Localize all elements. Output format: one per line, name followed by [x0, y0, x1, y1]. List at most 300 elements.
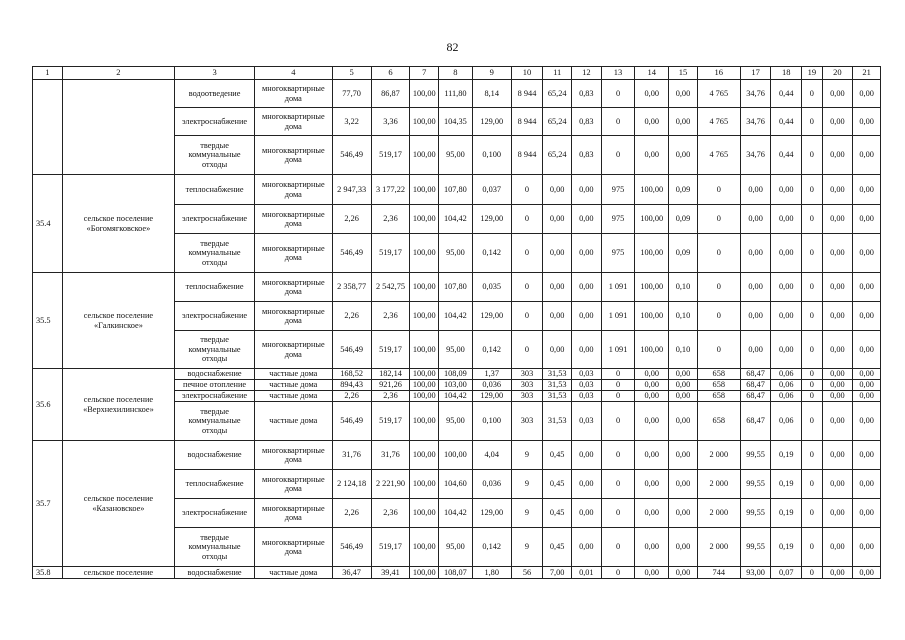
- value-cell: 0,00: [822, 175, 853, 205]
- value-cell: 0,00: [543, 234, 572, 273]
- value-cell: 0,06: [771, 380, 802, 391]
- table-row: [33, 175, 881, 205]
- column-header-4: 4: [254, 67, 332, 80]
- value-cell: 104,42: [439, 499, 473, 528]
- value-cell: 0,00: [822, 402, 853, 441]
- value-cell: 8,14: [472, 80, 511, 108]
- value-cell: 0,00: [669, 528, 698, 567]
- value-cell: 0,19: [771, 528, 802, 567]
- column-header-2: 2: [62, 67, 175, 80]
- value-cell: 0,00: [822, 441, 853, 470]
- value-cell: 519,17: [371, 136, 410, 175]
- value-cell: 0,09: [669, 175, 698, 205]
- column-header-6: 6: [371, 67, 410, 80]
- value-cell: 546,49: [332, 234, 371, 273]
- value-cell: 0,45: [543, 470, 572, 499]
- value-cell: 103,00: [439, 380, 473, 391]
- value-cell: 0: [511, 331, 543, 369]
- value-cell: 1 091: [601, 273, 635, 302]
- value-cell: 0,00: [822, 136, 853, 175]
- page-number: 82: [446, 40, 459, 54]
- housing-type-cell: многоквартирные дома: [254, 302, 332, 331]
- value-cell: 95,00: [439, 402, 473, 441]
- value-cell: 100,00: [410, 234, 439, 273]
- value-cell: 2,26: [332, 302, 371, 331]
- settlement-name-cell: [62, 80, 175, 175]
- value-cell: 0: [697, 331, 740, 369]
- value-cell: 129,00: [472, 108, 511, 136]
- service-cell: водоснабжение: [175, 441, 255, 470]
- value-cell: 0: [601, 528, 635, 567]
- value-cell: 65,24: [543, 108, 572, 136]
- value-cell: 65,24: [543, 136, 572, 175]
- value-cell: 744: [697, 567, 740, 579]
- column-header-12: 12: [572, 67, 602, 80]
- value-cell: 31,53: [543, 402, 572, 441]
- value-cell: 68,47: [740, 391, 771, 402]
- value-cell: 0,00: [669, 441, 698, 470]
- value-cell: 9: [511, 499, 543, 528]
- value-cell: 0: [511, 234, 543, 273]
- value-cell: 0,03: [572, 369, 602, 380]
- value-cell: 0: [697, 205, 740, 234]
- value-cell: 0,00: [771, 331, 802, 369]
- value-cell: 0,03: [572, 402, 602, 441]
- column-header-9: 9: [472, 67, 511, 80]
- value-cell: 100,00: [635, 302, 669, 331]
- service-cell: твердые коммунальные отходы: [175, 528, 255, 567]
- value-cell: 303: [511, 369, 543, 380]
- value-cell: 0: [601, 441, 635, 470]
- value-cell: 0,00: [740, 331, 771, 369]
- service-cell: электроснабжение: [175, 302, 255, 331]
- housing-type-cell: частные дома: [254, 369, 332, 380]
- value-cell: 100,00: [410, 402, 439, 441]
- service-cell: электроснабжение: [175, 108, 255, 136]
- value-cell: 0,100: [472, 136, 511, 175]
- value-cell: 86,87: [371, 80, 410, 108]
- column-header-7: 7: [410, 67, 439, 80]
- value-cell: 546,49: [332, 331, 371, 369]
- value-cell: 100,00: [410, 80, 439, 108]
- value-cell: 0,44: [771, 108, 802, 136]
- value-cell: 0: [802, 528, 822, 567]
- settlement-id-cell: 35.6: [33, 369, 63, 441]
- value-cell: 0,83: [572, 108, 602, 136]
- value-cell: 0: [511, 175, 543, 205]
- value-cell: 100,00: [410, 528, 439, 567]
- table-row: [33, 369, 881, 380]
- value-cell: 0: [697, 302, 740, 331]
- value-cell: 2 221,90: [371, 470, 410, 499]
- value-cell: 0: [601, 369, 635, 380]
- value-cell: 1 091: [601, 331, 635, 369]
- value-cell: 0,00: [853, 567, 881, 579]
- value-cell: 100,00: [410, 331, 439, 369]
- value-cell: 0: [601, 80, 635, 108]
- value-cell: 0,142: [472, 528, 511, 567]
- value-cell: 0,00: [822, 528, 853, 567]
- value-cell: 0,100: [472, 402, 511, 441]
- settlement-id-cell: 35.5: [33, 273, 63, 369]
- value-cell: 0,00: [572, 499, 602, 528]
- value-cell: 0,00: [853, 302, 881, 331]
- column-header-8: 8: [439, 67, 473, 80]
- value-cell: 129,00: [472, 391, 511, 402]
- value-cell: 0,00: [822, 80, 853, 108]
- column-header-13: 13: [601, 67, 635, 80]
- value-cell: 0,00: [771, 273, 802, 302]
- settlement-id-cell: 35.4: [33, 175, 63, 273]
- value-cell: 0,00: [740, 273, 771, 302]
- value-cell: 2 000: [697, 499, 740, 528]
- value-cell: 0: [697, 273, 740, 302]
- value-cell: 39,41: [371, 567, 410, 579]
- value-cell: 0,00: [822, 273, 853, 302]
- housing-type-cell: многоквартирные дома: [254, 331, 332, 369]
- value-cell: 519,17: [371, 402, 410, 441]
- value-cell: 0: [802, 302, 822, 331]
- value-cell: 0: [802, 470, 822, 499]
- value-cell: 0,00: [740, 205, 771, 234]
- value-cell: 99,55: [740, 470, 771, 499]
- value-cell: 68,47: [740, 380, 771, 391]
- value-cell: 0,10: [669, 273, 698, 302]
- value-cell: 0,00: [635, 391, 669, 402]
- value-cell: 0,036: [472, 470, 511, 499]
- value-cell: 975: [601, 175, 635, 205]
- value-cell: 0,00: [853, 402, 881, 441]
- value-cell: 100,00: [635, 331, 669, 369]
- service-cell: водоотведение: [175, 80, 255, 108]
- housing-type-cell: многоквартирные дома: [254, 528, 332, 567]
- service-cell: печное отопление: [175, 380, 255, 391]
- value-cell: 0,03: [572, 380, 602, 391]
- value-cell: 658: [697, 402, 740, 441]
- value-cell: 0,19: [771, 441, 802, 470]
- value-cell: 0,00: [853, 369, 881, 380]
- value-cell: 0,00: [543, 331, 572, 369]
- value-cell: 104,42: [439, 391, 473, 402]
- value-cell: 0,00: [635, 470, 669, 499]
- value-cell: 0: [511, 273, 543, 302]
- value-cell: 0,00: [669, 108, 698, 136]
- value-cell: 0,00: [853, 273, 881, 302]
- settlement-id-cell: 35.8: [33, 567, 63, 579]
- value-cell: 0,83: [572, 80, 602, 108]
- value-cell: 658: [697, 380, 740, 391]
- value-cell: 0,00: [572, 205, 602, 234]
- value-cell: 0,00: [543, 205, 572, 234]
- value-cell: 658: [697, 369, 740, 380]
- value-cell: 0,07: [771, 567, 802, 579]
- value-cell: 2,36: [371, 391, 410, 402]
- value-cell: 0,00: [572, 273, 602, 302]
- value-cell: 658: [697, 391, 740, 402]
- value-cell: 519,17: [371, 234, 410, 273]
- value-cell: 0,00: [543, 302, 572, 331]
- value-cell: 0,00: [635, 528, 669, 567]
- value-cell: 0: [601, 391, 635, 402]
- value-cell: 0,00: [853, 80, 881, 108]
- value-cell: 104,42: [439, 302, 473, 331]
- value-cell: 0,00: [635, 402, 669, 441]
- value-cell: 65,24: [543, 80, 572, 108]
- value-cell: 0: [802, 441, 822, 470]
- value-cell: 0,00: [572, 331, 602, 369]
- value-cell: 303: [511, 402, 543, 441]
- value-cell: 0: [601, 567, 635, 579]
- service-cell: теплоснабжение: [175, 470, 255, 499]
- housing-type-cell: многоквартирные дома: [254, 205, 332, 234]
- value-cell: 95,00: [439, 528, 473, 567]
- table-row: [33, 80, 881, 108]
- value-cell: 0,00: [572, 175, 602, 205]
- value-cell: 99,55: [740, 528, 771, 567]
- column-header-3: 3: [175, 67, 255, 80]
- settlement-name-cell: сельское поселение «Богомягковское»: [62, 175, 175, 273]
- table-row: [33, 441, 881, 470]
- value-cell: 100,00: [635, 205, 669, 234]
- value-cell: 0,00: [822, 108, 853, 136]
- value-cell: 100,00: [635, 175, 669, 205]
- settlement-id-cell: 35.7: [33, 441, 63, 567]
- value-cell: 0,00: [771, 175, 802, 205]
- column-header-15: 15: [669, 67, 698, 80]
- housing-type-cell: многоквартирные дома: [254, 234, 332, 273]
- value-cell: 34,76: [740, 108, 771, 136]
- value-cell: 0,00: [853, 380, 881, 391]
- column-header-10: 10: [511, 67, 543, 80]
- value-cell: 2 124,18: [332, 470, 371, 499]
- value-cell: 0,00: [669, 80, 698, 108]
- value-cell: 31,76: [371, 441, 410, 470]
- value-cell: 0,09: [669, 205, 698, 234]
- value-cell: 0,00: [740, 302, 771, 331]
- value-cell: 104,35: [439, 108, 473, 136]
- column-header-20: 20: [822, 67, 853, 80]
- housing-type-cell: многоквартирные дома: [254, 108, 332, 136]
- value-cell: 95,00: [439, 136, 473, 175]
- value-cell: 4 765: [697, 80, 740, 108]
- value-cell: 0,00: [669, 391, 698, 402]
- value-cell: 0: [802, 80, 822, 108]
- value-cell: 0: [802, 175, 822, 205]
- column-header-11: 11: [543, 67, 572, 80]
- value-cell: 0,142: [472, 331, 511, 369]
- value-cell: 7,00: [543, 567, 572, 579]
- value-cell: 4 765: [697, 108, 740, 136]
- value-cell: 0,06: [771, 402, 802, 441]
- column-header-1: 1: [33, 67, 63, 80]
- value-cell: 100,00: [410, 441, 439, 470]
- service-cell: теплоснабжение: [175, 175, 255, 205]
- value-cell: 975: [601, 234, 635, 273]
- value-cell: 0,00: [635, 80, 669, 108]
- settlement-id-cell: [33, 80, 63, 175]
- value-cell: 182,14: [371, 369, 410, 380]
- value-cell: 0,00: [822, 380, 853, 391]
- value-cell: 0,00: [669, 369, 698, 380]
- value-cell: 546,49: [332, 402, 371, 441]
- value-cell: 0: [601, 402, 635, 441]
- service-cell: твердые коммунальные отходы: [175, 136, 255, 175]
- value-cell: 519,17: [371, 528, 410, 567]
- value-cell: 0: [802, 234, 822, 273]
- value-cell: 2,26: [332, 205, 371, 234]
- value-cell: 0: [601, 380, 635, 391]
- settlement-name-cell: сельское поселение: [62, 567, 175, 579]
- value-cell: 107,80: [439, 175, 473, 205]
- value-cell: 104,42: [439, 205, 473, 234]
- value-cell: 0: [601, 499, 635, 528]
- value-cell: 0,06: [771, 369, 802, 380]
- value-cell: 0,00: [669, 380, 698, 391]
- value-cell: 4 765: [697, 136, 740, 175]
- value-cell: 34,76: [740, 80, 771, 108]
- value-cell: 546,49: [332, 136, 371, 175]
- column-header-19: 19: [802, 67, 822, 80]
- value-cell: 31,76: [332, 441, 371, 470]
- value-cell: 0,45: [543, 528, 572, 567]
- value-cell: 0,00: [853, 175, 881, 205]
- value-cell: 0,00: [822, 499, 853, 528]
- value-cell: 303: [511, 391, 543, 402]
- value-cell: 0,00: [669, 402, 698, 441]
- service-cell: электроснабжение: [175, 205, 255, 234]
- value-cell: 2 947,33: [332, 175, 371, 205]
- value-cell: 2 000: [697, 470, 740, 499]
- value-cell: 0,00: [543, 273, 572, 302]
- value-cell: 0: [802, 499, 822, 528]
- value-cell: 0,00: [740, 234, 771, 273]
- value-cell: 0,83: [572, 136, 602, 175]
- value-cell: 0,00: [853, 234, 881, 273]
- value-cell: 0,44: [771, 80, 802, 108]
- value-cell: 2,36: [371, 302, 410, 331]
- value-cell: 0,00: [669, 470, 698, 499]
- value-cell: 0: [802, 136, 822, 175]
- value-cell: 34,76: [740, 136, 771, 175]
- value-cell: 0,00: [771, 302, 802, 331]
- housing-type-cell: многоквартирные дома: [254, 136, 332, 175]
- value-cell: 0,19: [771, 470, 802, 499]
- value-cell: 0,06: [771, 391, 802, 402]
- value-cell: 0,45: [543, 499, 572, 528]
- value-cell: 0,036: [472, 380, 511, 391]
- value-cell: 0,00: [853, 136, 881, 175]
- value-cell: 0: [802, 273, 822, 302]
- value-cell: 546,49: [332, 528, 371, 567]
- service-cell: теплоснабжение: [175, 273, 255, 302]
- value-cell: 0,09: [669, 234, 698, 273]
- value-cell: 129,00: [472, 205, 511, 234]
- value-cell: 36,47: [332, 567, 371, 579]
- value-cell: 0,00: [669, 136, 698, 175]
- value-cell: 0: [802, 108, 822, 136]
- value-cell: 0,00: [822, 391, 853, 402]
- value-cell: 0: [802, 567, 822, 579]
- value-cell: 0,00: [669, 499, 698, 528]
- column-header-5: 5: [332, 67, 371, 80]
- settlement-name-cell: сельское поселение «Казановское»: [62, 441, 175, 567]
- value-cell: 519,17: [371, 331, 410, 369]
- value-cell: 1,80: [472, 567, 511, 579]
- value-cell: 8 944: [511, 136, 543, 175]
- value-cell: 1 091: [601, 302, 635, 331]
- value-cell: 0,03: [572, 391, 602, 402]
- value-cell: 0,142: [472, 234, 511, 273]
- value-cell: 0,00: [572, 302, 602, 331]
- value-cell: 100,00: [635, 234, 669, 273]
- value-cell: 0: [802, 391, 822, 402]
- value-cell: 0,00: [853, 205, 881, 234]
- value-cell: 0,00: [771, 234, 802, 273]
- value-cell: 100,00: [410, 499, 439, 528]
- housing-type-cell: многоквартирные дома: [254, 499, 332, 528]
- value-cell: 108,09: [439, 369, 473, 380]
- value-cell: 0: [802, 205, 822, 234]
- value-cell: 0: [697, 234, 740, 273]
- value-cell: 0: [511, 302, 543, 331]
- value-cell: 0: [601, 108, 635, 136]
- value-cell: 0: [802, 369, 822, 380]
- value-cell: 0,00: [853, 441, 881, 470]
- housing-type-cell: многоквартирные дома: [254, 80, 332, 108]
- value-cell: 0,00: [635, 136, 669, 175]
- value-cell: 0: [802, 402, 822, 441]
- value-cell: 0,035: [472, 273, 511, 302]
- service-cell: электроснабжение: [175, 499, 255, 528]
- value-cell: 95,00: [439, 331, 473, 369]
- value-cell: 111,80: [439, 80, 473, 108]
- value-cell: 2 000: [697, 441, 740, 470]
- value-cell: 9: [511, 528, 543, 567]
- value-cell: 107,80: [439, 273, 473, 302]
- value-cell: 31,53: [543, 369, 572, 380]
- value-cell: 100,00: [410, 391, 439, 402]
- housing-type-cell: частные дома: [254, 567, 332, 579]
- value-cell: 0,00: [853, 331, 881, 369]
- service-cell: водоснабжение: [175, 567, 255, 579]
- settlement-name-cell: сельское поселение «Галкинское»: [62, 273, 175, 369]
- value-cell: 0,00: [822, 302, 853, 331]
- header-row: [33, 67, 881, 80]
- value-cell: 108,07: [439, 567, 473, 579]
- housing-type-cell: многоквартирные дома: [254, 441, 332, 470]
- value-cell: 129,00: [472, 302, 511, 331]
- table-row: [33, 567, 881, 579]
- value-cell: 0,45: [543, 441, 572, 470]
- value-cell: 2 000: [697, 528, 740, 567]
- column-header-17: 17: [740, 67, 771, 80]
- value-cell: 8 944: [511, 108, 543, 136]
- value-cell: 100,00: [410, 380, 439, 391]
- column-header-18: 18: [771, 67, 802, 80]
- value-cell: 0,00: [822, 234, 853, 273]
- value-cell: 0,00: [853, 391, 881, 402]
- value-cell: 3,22: [332, 108, 371, 136]
- value-cell: 894,43: [332, 380, 371, 391]
- table-row: [33, 273, 881, 302]
- value-cell: 0,10: [669, 302, 698, 331]
- housing-type-cell: частные дома: [254, 380, 332, 391]
- value-cell: 975: [601, 205, 635, 234]
- value-cell: 3 177,22: [371, 175, 410, 205]
- value-cell: 0,00: [635, 499, 669, 528]
- value-cell: 0: [802, 331, 822, 369]
- service-cell: твердые коммунальные отходы: [175, 402, 255, 441]
